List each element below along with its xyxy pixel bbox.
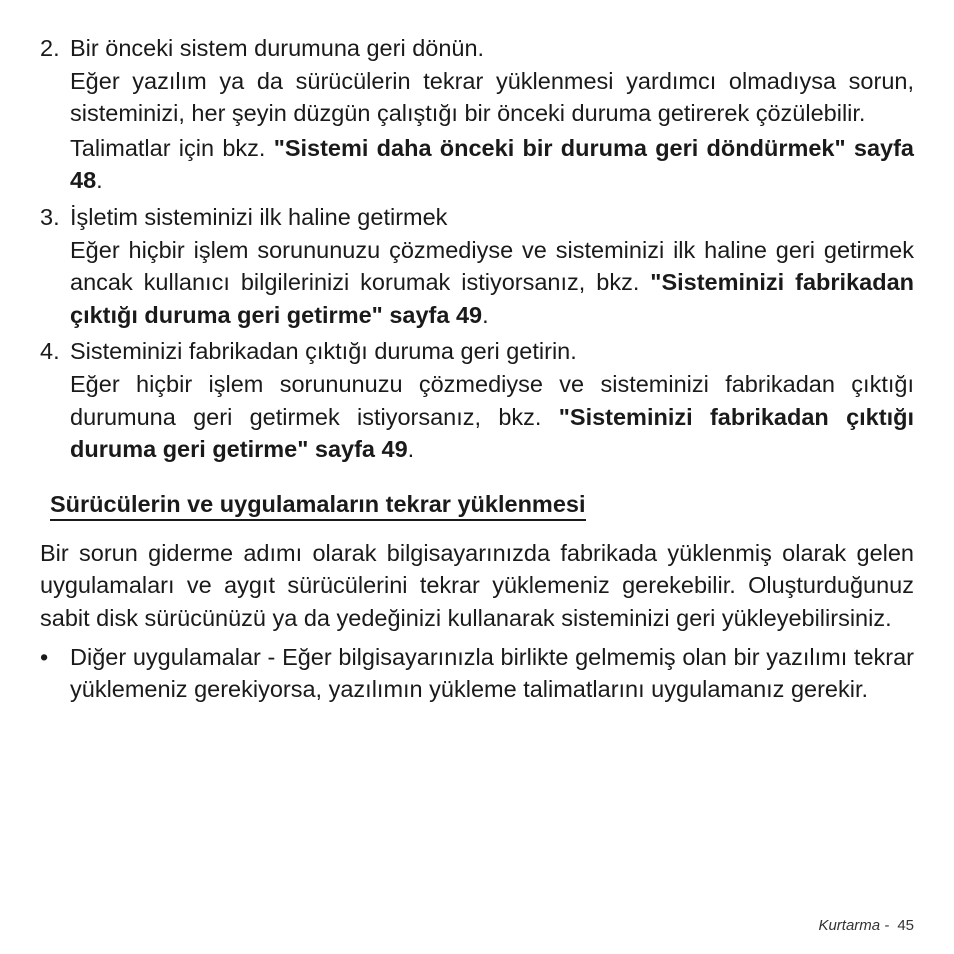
reference-suffix: . [482, 301, 489, 328]
bullet-icon: • [40, 643, 49, 670]
list-item-4 [40, 335, 914, 465]
document-page [40, 32, 914, 706]
section-intro-paragraph: Bir sorun giderme adımı olarak bilgisayarınızda fabrikada yüklenmiş olarak gelen uygulamaları ve aygıt sürücülerini tekrar yüklemeniz gerekebilir. Oluşturduğunuz sabit disk sürücünüzü ya da yedeğinizi kullanarak sisteminizi geri yükleyebilirsiniz. [40, 539, 914, 631]
reference-suffix: . [96, 167, 103, 194]
footer-page-number: 45 [897, 917, 914, 934]
reference-prefix: Talimatlar için bkz. [70, 134, 274, 161]
page-reference-link[interactable]: "Sistemi daha önceki bir duruma geri döndürmek" sayfa 48 [70, 134, 914, 194]
paragraph-text: Eğer hiçbir işlem sorununuzu çözmediyse ve sisteminizi fabrikadan çıktığı durumuna geri getirmek istiyorsanız, bkz. [70, 370, 914, 430]
list-item-paragraph [70, 65, 914, 130]
page-reference-link[interactable]: "Sisteminizi fabrikadan çıktığı duruma geri getirme" sayfa 49 [70, 269, 914, 328]
paragraph-text: Eğer hiçbir işlem sorununuzu çözmediyse ve sisteminizi ilk haline geri getirmek ancak kullanıcı bilgilerinizi korumak istiyorsanız, bkz. [70, 236, 914, 296]
list-item-2 [40, 32, 914, 197]
reference-suffix: . [407, 436, 415, 463]
list-item-paragraph [70, 234, 914, 332]
paragraph-text: Eğer yazılım ya da sürücülerin tekrar yüklenmesi yardımcı olmadıysa sorun, sisteminizi, her şeyin düzgün çalıştığı bir önceki duruma getirerek çözülebilir. [70, 67, 914, 127]
list-item-title: İşletim sisteminizi ilk haline getirmek [70, 203, 448, 230]
list-item-title: Sisteminizi fabrikadan çıktığı duruma geri getirin. [70, 338, 577, 365]
bullet-item [40, 641, 914, 706]
list-number: 3. [40, 203, 60, 230]
list-item-paragraph [70, 368, 914, 466]
list-item-title: Bir önceki sistem durumuna geri dönün. [70, 35, 485, 61]
bullet-text: Diğer uygulamalar - Eğer bilgisayarınızla birlikte gelmemiş olan bir yazılımı tekrar yüklemeniz gerekiyorsa, yazılımın yükleme talimatlarını uygulamanız gerekir. [70, 643, 914, 703]
page-footer [818, 916, 914, 936]
page-reference-link[interactable]: "Sisteminizi fabrikadan çıktığı duruma geri getirme" sayfa 49 [70, 403, 914, 463]
footer-chapter: Kurtarma - [818, 917, 890, 934]
list-number: 2. [40, 35, 60, 61]
list-number: 4. [40, 338, 60, 365]
section-heading: Sürücülerin ve uygulamaların tekrar yüklenmesi [50, 489, 586, 521]
list-item-reference [70, 132, 914, 197]
list-item-3 [40, 201, 914, 331]
